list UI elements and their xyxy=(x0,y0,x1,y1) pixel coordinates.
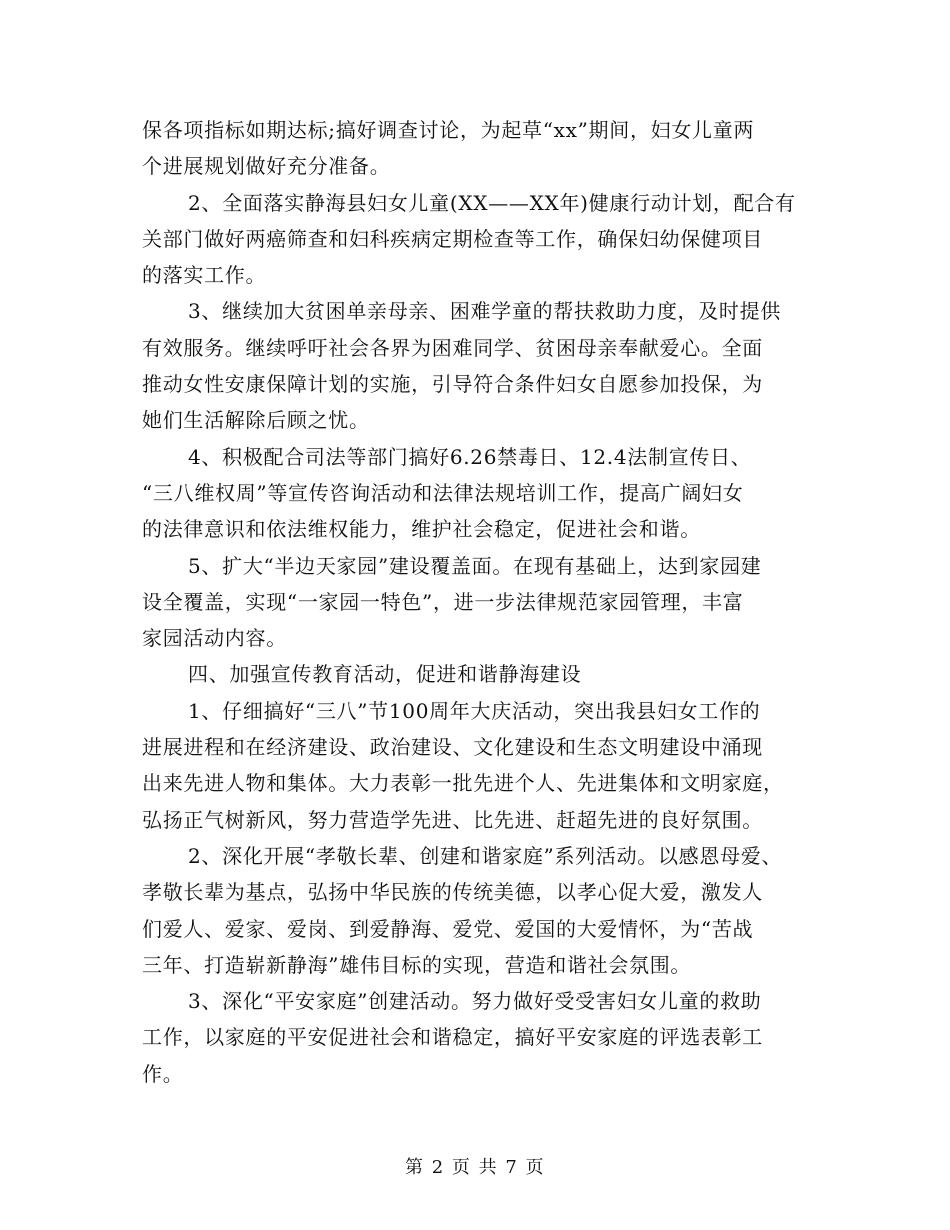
text-line: 3、继续加大贫困单亲母亲、困难学童的帮扶救助力度，及时提供 xyxy=(188,299,782,324)
text-line: 出来先进人物和集体。大力表彰一批先进个人、先进集体和文明家庭， xyxy=(142,771,784,796)
text-line: 工作，以家庭的平安促进社会和谐稳定，搞好平安家庭的评选表彰工 xyxy=(142,1025,763,1050)
text-line: 孝敬长辈为基点，弘扬中华民族的传统美德，以孝心促大爱，激发人 xyxy=(142,880,763,905)
text-line: 的落实工作。 xyxy=(142,263,267,288)
text-line: 4、积极配合司法等部门搞好6.26禁毒日、12.4法制宣传日、 xyxy=(188,444,752,469)
text-line: 有效服务。继续呼吁社会各界为困难同学、贫困母亲奉献爱心。全面 xyxy=(142,335,763,360)
text-line: 弘扬正气树新风，努力营造学先进、比先进、赶超先进的良好氛围。 xyxy=(142,807,763,832)
text-line: 设全覆盖，实现“一家园一特色”，进一步法律规范家园管理，丰富 xyxy=(142,589,744,614)
text-line: 个进展规划做好充分准备。 xyxy=(142,154,391,179)
text-line: 们爱人、爱家、爱岗、到爱静海、爱党、爱国的大爱情怀，为“苦战 xyxy=(142,916,754,941)
text-line: 推动女性安康保障计划的实施，引导符合条件妇女自愿参加投保，为 xyxy=(142,372,763,397)
text-line: 三年、打造崭新静海”雄伟目标的实现，营造和谐社会氛围。 xyxy=(142,952,692,977)
page-number: 第 2 页 共 7 页 xyxy=(404,1157,545,1178)
text-line: 她们生活解除后顾之忧。 xyxy=(142,408,370,433)
text-line: 3、深化“平安家庭”创建活动。努力做好受受害妇女儿童的救助 xyxy=(188,989,762,1014)
text-line: 5、扩大“半边天家园”建设覆盖面。在现有基础上，达到家园建 xyxy=(188,553,762,578)
text-line: 的法律意识和依法维权能力，维护社会稳定，促进社会和谐。 xyxy=(142,517,701,542)
section-heading: 四、加强宣传教育活动，促进和谐静海建设 xyxy=(188,662,582,687)
text-line: 2、全面落实静海县妇女儿童(XX——XX年)健康行动计划，配合有 xyxy=(188,190,796,215)
text-line: “三八维权周”等宣传咨询活动和法律法规培训工作，提高广阔妇女 xyxy=(142,480,744,505)
text-line: 作。 xyxy=(142,1061,184,1086)
text-line: 2、深化开展“孝敬长辈、创建和谐家庭”系列活动。以感恩母爱、 xyxy=(188,843,783,868)
text-line: 进展进程和在经济建设、政治建设、文化建设和生态文明建设中涌现 xyxy=(142,735,763,760)
body-text xyxy=(142,112,842,1092)
text-line: 保各项指标如期达标;搞好调查讨论，为起草“xx”期间，妇女儿童两 xyxy=(142,118,755,142)
text-line: 家园活动内容。 xyxy=(142,626,287,651)
text-line: 关部门做好两癌筛查和妇科疾病定期检查等工作，确保妇幼保健项目 xyxy=(142,226,763,251)
text-line: 1、仔细搞好“三八”节100周年大庆活动，突出我县妇女工作的 xyxy=(188,698,761,723)
